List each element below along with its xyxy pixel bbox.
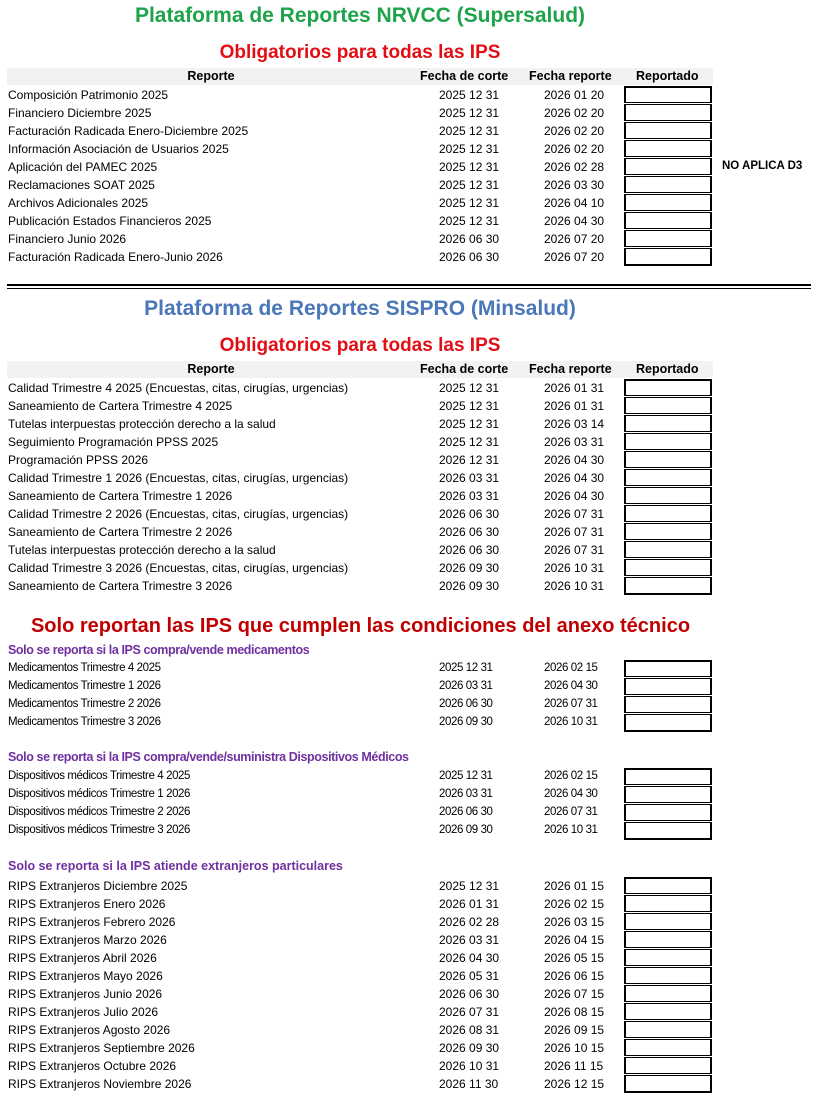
report-name: Dispositivos médicos Trimestre 4 2025 (8, 770, 191, 782)
cutoff-date: 2026 03 31 (439, 680, 493, 692)
cutoff-date: 2026 11 30 (439, 1077, 499, 1091)
table-row (0, 895, 821, 913)
reportado-checkbox-cell[interactable] (624, 1075, 712, 1093)
table-row (0, 248, 821, 266)
cutoff-date: 2025 12 31 (439, 770, 493, 782)
report-date: 2026 10 31 (544, 579, 605, 593)
reportado-checkbox-cell[interactable] (624, 415, 712, 432)
sispro-platform-title: Plataforma de Reportes SISPRO (Minsalud) (144, 297, 576, 320)
reportado-checkbox-cell[interactable] (624, 451, 712, 468)
report-name: Reclamaciones SOAT 2025 (8, 178, 155, 192)
table-row (0, 158, 821, 176)
report-date: 2026 02 15 (544, 662, 598, 674)
cutoff-date: 2026 06 30 (439, 698, 493, 710)
reportado-checkbox-cell[interactable] (624, 577, 712, 595)
report-date: 2026 04 30 (544, 489, 605, 503)
table-row (0, 577, 821, 595)
row-note: NO APLICA D3 (722, 160, 803, 172)
report-date: 2026 01 15 (544, 879, 605, 893)
cutoff-date: 2026 06 30 (439, 543, 500, 557)
cutoff-date: 2026 09 30 (439, 824, 493, 836)
table-row (0, 194, 821, 212)
table-row (0, 397, 821, 415)
reportado-checkbox-cell[interactable] (624, 487, 712, 504)
table-row (0, 822, 821, 840)
cutoff-date: 2026 06 30 (439, 232, 500, 246)
report-name: Calidad Trimestre 1 2026 (Encuestas, citas, cirugías, urgencias) (8, 471, 349, 485)
report-name: Calidad Trimestre 2 2026 (Encuestas, citas, cirugías, urgencias) (8, 507, 349, 521)
table-row (0, 505, 821, 523)
report-date: 2026 02 20 (544, 124, 605, 138)
table-row (0, 949, 821, 967)
cutoff-date: 2026 09 30 (439, 716, 493, 728)
report-date: 2026 08 15 (544, 1005, 605, 1019)
report-name: Información Asociación de Usuarios 2025 (8, 142, 229, 156)
reportado-checkbox-cell[interactable] (624, 194, 712, 211)
reportado-checkbox-cell[interactable] (624, 104, 712, 121)
cutoff-date: 2025 12 31 (439, 196, 500, 210)
table-row (0, 176, 821, 194)
nrvcc-table-header (7, 68, 713, 85)
table-row (0, 523, 821, 541)
report-date: 2026 04 10 (544, 196, 605, 210)
cutoff-date: 2026 05 31 (439, 969, 500, 983)
report-name: Calidad Trimestre 4 2025 (Encuestas, citas, cirugías, urgencias) (8, 381, 349, 395)
cutoff-date: 2025 12 31 (439, 214, 500, 228)
report-name: RIPS Extranjeros Mayo 2026 (8, 969, 163, 983)
table-row (0, 931, 821, 949)
report-date: 2026 07 15 (544, 987, 605, 1001)
cutoff-date: 2026 03 31 (439, 933, 500, 947)
cutoff-date: 2026 02 28 (439, 915, 500, 929)
reportado-checkbox-cell[interactable] (624, 379, 712, 396)
header-fecha-corte: Fecha de corte (420, 69, 509, 83)
cutoff-date: 2026 08 31 (439, 1023, 500, 1037)
report-name: Tutelas interpuestas protección derecho a la salud (8, 417, 276, 431)
report-date: 2026 05 15 (544, 951, 605, 965)
report-date: 2026 07 31 (544, 525, 605, 539)
report-date: 2026 04 30 (544, 788, 598, 800)
reportado-checkbox-cell[interactable] (624, 931, 712, 948)
cutoff-date: 2026 09 30 (439, 579, 500, 593)
cutoff-date: 2025 12 31 (439, 142, 500, 156)
cutoff-date: 2026 07 31 (439, 1005, 500, 1019)
cutoff-date: 2026 10 31 (439, 1059, 500, 1073)
report-date: 2026 10 31 (544, 561, 605, 575)
conditional-reports-title: Solo reportan las IPS que cumplen las condiciones del anexo técnico (30, 615, 691, 637)
cutoff-date: 2025 12 31 (439, 88, 500, 102)
report-name: RIPS Extranjeros Agosto 2026 (8, 1023, 171, 1037)
table-row (0, 1075, 821, 1093)
report-name: Saneamiento de Cartera Trimestre 3 2026 (8, 579, 233, 593)
table-row (0, 230, 821, 248)
reportado-checkbox-cell[interactable] (624, 1021, 712, 1038)
reportado-checkbox-cell[interactable] (624, 140, 712, 157)
reportado-checkbox-cell[interactable] (624, 678, 712, 695)
report-name: RIPS Extranjeros Junio 2026 (8, 987, 163, 1001)
report-date: 2026 10 31 (544, 824, 598, 836)
condition-medicamentos: Solo se reporta si la IPS compra/vende medicamentos (8, 643, 310, 657)
table-row (0, 379, 821, 397)
cutoff-date: 2026 06 30 (439, 507, 500, 521)
report-name: Saneamiento de Cartera Trimestre 4 2025 (8, 399, 233, 413)
report-date: 2026 01 31 (544, 381, 605, 395)
reportado-checkbox-cell[interactable] (624, 523, 712, 540)
reportado-checkbox-cell[interactable] (624, 1039, 712, 1056)
report-date: 2026 07 31 (544, 507, 605, 521)
report-date: 2026 10 15 (544, 1041, 605, 1055)
report-date: 2026 10 31 (544, 716, 598, 728)
report-name: Medicamentos Trimestre 3 2026 (8, 716, 161, 728)
report-date: 2026 07 31 (544, 806, 598, 818)
report-name: Financiero Diciembre 2025 (8, 106, 152, 120)
report-name: RIPS Extranjeros Febrero 2026 (8, 915, 176, 929)
report-name: RIPS Extranjeros Septiembre 2026 (8, 1041, 195, 1055)
report-name: Dispositivos médicos Trimestre 2 2026 (8, 806, 191, 818)
reportado-checkbox-cell[interactable] (624, 122, 712, 139)
sispro-mandatory-subtitle: Obligatorios para todas las IPS (219, 335, 501, 356)
reportado-checkbox-cell[interactable] (624, 877, 712, 894)
report-name: Dispositivos médicos Trimestre 1 2026 (8, 788, 191, 800)
table-row (0, 1021, 821, 1039)
report-name: Seguimiento Programación PPSS 2025 (8, 435, 219, 449)
report-date: 2026 07 31 (544, 543, 605, 557)
report-date: 2026 12 15 (544, 1077, 605, 1091)
reportado-checkbox-cell[interactable] (624, 949, 712, 966)
condition-extranjeros: Solo se reporta si la IPS atiende extranjeros particulares (8, 859, 343, 873)
reportado-checkbox-cell[interactable] (624, 433, 712, 450)
report-date: 2026 02 28 (544, 160, 605, 174)
report-name: RIPS Extranjeros Julio 2026 (8, 1005, 159, 1019)
table-row (0, 913, 821, 931)
header-reporte: Reporte (187, 69, 235, 83)
report-date: 2026 02 15 (544, 770, 598, 782)
report-date: 2026 04 30 (544, 453, 605, 467)
report-date: 2026 11 15 (544, 1059, 604, 1073)
nrvcc-mandatory-subtitle: Obligatorios para todas las IPS (219, 42, 501, 63)
table-row (0, 768, 821, 786)
table-row (0, 1039, 821, 1057)
cutoff-date: 2026 01 31 (439, 897, 500, 911)
cutoff-date: 2025 12 31 (439, 160, 500, 174)
report-name: Tutelas interpuestas protección derecho a la salud (8, 543, 276, 557)
reportado-checkbox-cell[interactable] (624, 1003, 712, 1020)
report-name: Medicamentos Trimestre 4 2025 (8, 662, 161, 674)
header-reporte: Reporte (187, 362, 235, 376)
table-row (0, 559, 821, 577)
reportado-checkbox-cell[interactable] (624, 786, 712, 803)
reportado-checkbox-cell[interactable] (624, 248, 712, 266)
sispro-table-header (7, 361, 713, 378)
cutoff-date: 2025 12 31 (439, 399, 500, 413)
cutoff-date: 2026 12 31 (439, 453, 500, 467)
table-row (0, 433, 821, 451)
table-row (0, 985, 821, 1003)
table-row (0, 469, 821, 487)
report-date: 2026 04 15 (544, 933, 605, 947)
report-date: 2026 07 31 (544, 698, 598, 710)
report-name: RIPS Extranjeros Octubre 2026 (8, 1059, 177, 1073)
table-row (0, 122, 821, 140)
reportado-checkbox-cell[interactable] (624, 660, 712, 677)
cutoff-date: 2026 06 30 (439, 806, 493, 818)
report-date: 2026 04 30 (544, 471, 605, 485)
report-date: 2026 02 15 (544, 897, 605, 911)
report-name: RIPS Extranjeros Marzo 2026 (8, 933, 167, 947)
reportado-checkbox-cell[interactable] (624, 505, 712, 522)
table-row (0, 212, 821, 230)
cutoff-date: 2026 06 30 (439, 525, 500, 539)
table-row (0, 1057, 821, 1075)
cutoff-date: 2026 04 30 (439, 951, 500, 965)
cutoff-date: 2026 06 30 (439, 987, 500, 1001)
table-row (0, 660, 821, 678)
cutoff-date: 2026 03 31 (439, 471, 500, 485)
table-row (0, 487, 821, 505)
reportado-checkbox-cell[interactable] (624, 397, 712, 414)
cutoff-date: 2025 12 31 (439, 106, 500, 120)
reportado-checkbox-cell[interactable] (624, 212, 712, 229)
reportado-checkbox-cell[interactable] (624, 913, 712, 930)
reportado-checkbox-cell[interactable] (624, 696, 712, 713)
cutoff-date: 2025 12 31 (439, 879, 500, 893)
table-row (0, 1003, 821, 1021)
report-name: Financiero Junio 2026 (8, 232, 127, 246)
table-row (0, 140, 821, 158)
report-name: Facturación Radicada Enero-Junio 2026 (8, 250, 223, 264)
table-row (0, 714, 821, 732)
header-fecha-reporte: Fecha reporte (529, 69, 612, 83)
section-divider (7, 288, 811, 289)
report-name: Dispositivos médicos Trimestre 3 2026 (8, 824, 191, 836)
reportado-checkbox-cell[interactable] (624, 158, 712, 175)
cutoff-date: 2025 12 31 (439, 662, 493, 674)
table-row (0, 804, 821, 822)
header-fecha-reporte: Fecha reporte (529, 362, 612, 376)
table-row (0, 786, 821, 804)
cutoff-date: 2025 12 31 (439, 435, 500, 449)
report-date: 2026 03 14 (544, 417, 605, 431)
cutoff-date: 2026 09 30 (439, 561, 500, 575)
reportado-checkbox-cell[interactable] (624, 804, 712, 821)
section-divider (7, 284, 811, 286)
report-name: Programación PPSS 2026 (8, 453, 149, 467)
reportado-checkbox-cell[interactable] (624, 176, 712, 193)
reportado-checkbox-cell[interactable] (624, 714, 712, 732)
report-date: 2026 03 31 (544, 435, 605, 449)
report-date: 2026 02 20 (544, 106, 605, 120)
table-row (0, 678, 821, 696)
report-name: Archivos Adicionales 2025 (8, 196, 149, 210)
table-row (0, 415, 821, 433)
report-date: 2026 04 30 (544, 680, 598, 692)
report-name: Medicamentos Trimestre 1 2026 (8, 680, 161, 692)
report-name: Saneamiento de Cartera Trimestre 2 2026 (8, 525, 233, 539)
reportado-checkbox-cell[interactable] (624, 541, 712, 558)
condition-dispositivos: Solo se reporta si la IPS compra/vende/suministra Dispositivos Médicos (8, 750, 409, 764)
report-name: Medicamentos Trimestre 2 2026 (8, 698, 161, 710)
report-date: 2026 01 20 (544, 88, 605, 102)
report-date: 2026 01 31 (544, 399, 605, 413)
report-name: Calidad Trimestre 3 2026 (Encuestas, citas, cirugías, urgencias) (8, 561, 349, 575)
cutoff-date: 2026 06 30 (439, 250, 500, 264)
report-name: Composición Patrimonio 2025 (8, 88, 169, 102)
cutoff-date: 2025 12 31 (439, 124, 500, 138)
report-date: 2026 04 30 (544, 214, 605, 228)
cutoff-date: 2025 12 31 (439, 417, 500, 431)
report-date: 2026 09 15 (544, 1023, 605, 1037)
table-row (0, 967, 821, 985)
report-name: Facturación Radicada Enero-Diciembre 2025 (8, 124, 249, 138)
cutoff-date: 2025 12 31 (439, 178, 500, 192)
report-name: Publicación Estados Financieros 2025 (8, 214, 212, 228)
cutoff-date: 2025 12 31 (439, 381, 500, 395)
reportado-checkbox-cell[interactable] (624, 559, 712, 576)
table-row (0, 104, 821, 122)
report-name: RIPS Extranjeros Enero 2026 (8, 897, 166, 911)
table-row (0, 696, 821, 714)
reportado-checkbox-cell[interactable] (624, 895, 712, 912)
report-name: Saneamiento de Cartera Trimestre 1 2026 (8, 489, 233, 503)
reportado-checkbox-cell[interactable] (624, 230, 712, 247)
header-reportado: Reportado (636, 69, 699, 83)
table-row (0, 877, 821, 895)
nrvcc-platform-title: Plataforma de Reportes NRVCC (Supersalud) (134, 4, 586, 27)
report-name: Aplicación del PAMEC 2025 (8, 160, 158, 174)
cutoff-date: 2026 03 31 (439, 788, 493, 800)
header-fecha-corte: Fecha de corte (420, 362, 509, 376)
report-date: 2026 03 15 (544, 915, 605, 929)
reportado-checkbox-cell[interactable] (624, 1057, 712, 1074)
report-name: RIPS Extranjeros Abril 2026 (8, 951, 157, 965)
cutoff-date: 2026 09 30 (439, 1041, 500, 1055)
report-date: 2026 07 20 (544, 232, 605, 246)
report-date: 2026 02 20 (544, 142, 605, 156)
report-date: 2026 07 20 (544, 250, 605, 264)
table-row (0, 541, 821, 559)
table-row (0, 451, 821, 469)
header-reportado: Reportado (636, 362, 699, 376)
report-date: 2026 03 30 (544, 178, 605, 192)
report-name: RIPS Extranjeros Noviembre 2026 (8, 1077, 192, 1091)
reportado-checkbox-cell[interactable] (624, 985, 712, 1002)
reportado-checkbox-cell[interactable] (624, 967, 712, 984)
reportado-checkbox-cell[interactable] (624, 822, 712, 840)
reportado-checkbox-cell[interactable] (624, 86, 712, 103)
table-row (0, 86, 821, 104)
reportado-checkbox-cell[interactable] (624, 768, 712, 785)
report-name: RIPS Extranjeros Diciembre 2025 (8, 879, 188, 893)
reportado-checkbox-cell[interactable] (624, 469, 712, 486)
cutoff-date: 2026 03 31 (439, 489, 500, 503)
report-date: 2026 06 15 (544, 969, 605, 983)
